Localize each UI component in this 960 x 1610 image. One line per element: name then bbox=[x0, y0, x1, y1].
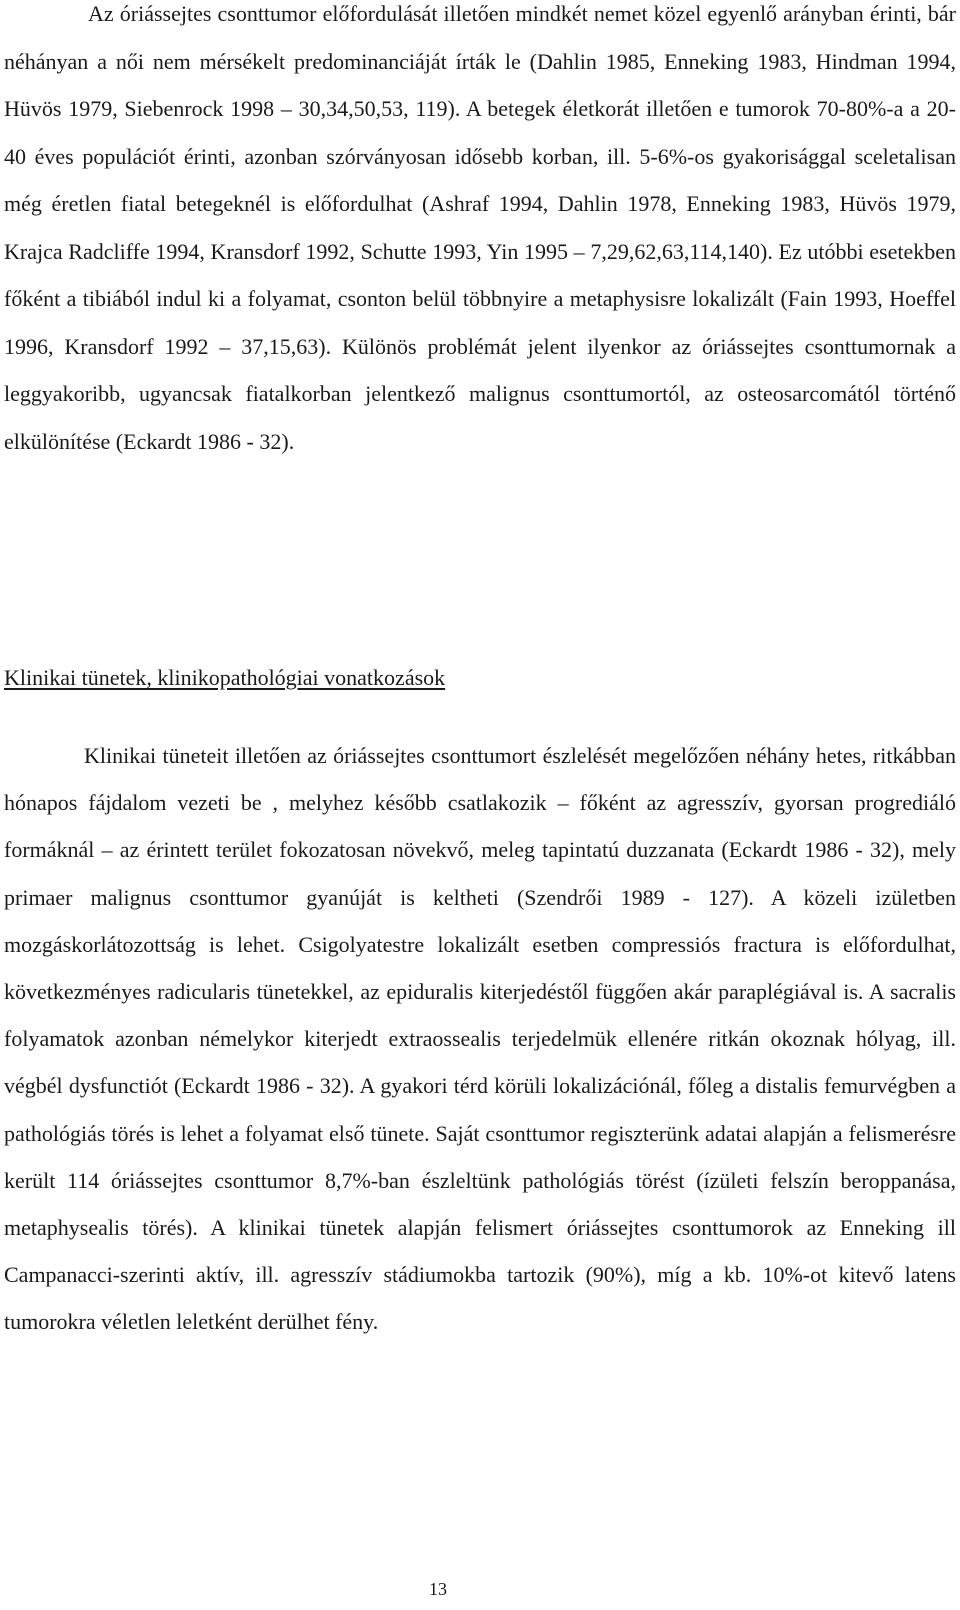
page-number: 13 bbox=[429, 1579, 447, 1599]
section-heading: Klinikai tünetek, klinikopathológiai vonatkozások bbox=[4, 665, 446, 690]
body-paragraph-clinical-symptoms: Klinikai tüneteit illetően az óriássejtes csonttumort észlelését megelőzően néhány hetes, ritkábban hónapos fájdalom vezeti be , melyhez később csatlakozik – főként az agresszív, gyorsan progrediáló formáknál – az érintett terület fokozatosan növekvő, meleg tapintatú duzzanata (Eckardt 1986 - 32), mely primaer malignus csonttumor gyanúját is keltheti (Szendrői 1989 - 127). A közeli izületben mozgáskorlátozottság is lehet. Csigolyatestre lokalizált esetben compressiós fractura is előfordulhat, következményes radicularis tünetekkel, az epiduralis kiterjedéstől függően akár paraplégiával is. A sacralis folyamatok azonban némelykor kiterjedt extraossealis terjedelmük ellenére ritkán okoznak hólyag, ill. végbél dysfunctiót (Eckardt 1986 - 32). A gyakori térd körüli lokalizációnál, főleg a distalis femurvégben a pathológiás törés is lehet a folyamat első tünete. Saját csonttumor regiszterünk adatai alapján a felismerésre került 114 óriássejtes csonttumor 8,7%-ban észleltünk pathológiás törést (ízületi felszín beroppanása, metaphysealis törés). A klinikai tünetek alapján felismert óriássejtes csonttumorok az Enneking ill Campanacci-szerinti aktív, ill. agresszív stádiumokba tartozik (90%), míg a kb. 10%-ot kitevő latens tumorokra véletlen leletként derülhet fény. bbox=[4, 743, 956, 1335]
body-paragraph-epidemiology: Az óriássejtes csonttumor előfordulását illetően mindkét nemet közel egyenlő arányban érinti, bár néhányan a női nem mérsékelt predominanciáját írták le (Dahlin 1985, Enneking 1983, Hindman 1994, Hüvös 1979, Siebenrock 1998 – 30,34,50,53, 119). A betegek életkorát illetően e tumorok 70-80%-a a 20-40 éves populációt érinti, azonban szórványosan idősebb korban, ill. 5-6%-os gyakorisággal sceletalisan még éretlen fiatal betegeknél is előfordulhat (Ashraf 1994, Dahlin 1978, Enneking 1983, Hüvös 1979, Krajca Radcliffe 1994, Kransdorf 1992, Schutte 1993, Yin 1995 – 7,29,62,63,114,140). Ez utóbbi esetekben főként a tibiából indul ki a folyamat, csonton belül többnyire a metaphysisre lokalizált (Fain 1993, Hoeffel 1996, Kransdorf 1992 – 37,15,63). Különös problémát jelent ilyenkor az óriássejtes csonttumornak a leggyakoribb, ugyancsak fiatalkorban jelentkező malignus csonttumortól, az osteosarcomától történő elkülönítése (Eckardt 1986 - 32). bbox=[4, 1, 956, 454]
